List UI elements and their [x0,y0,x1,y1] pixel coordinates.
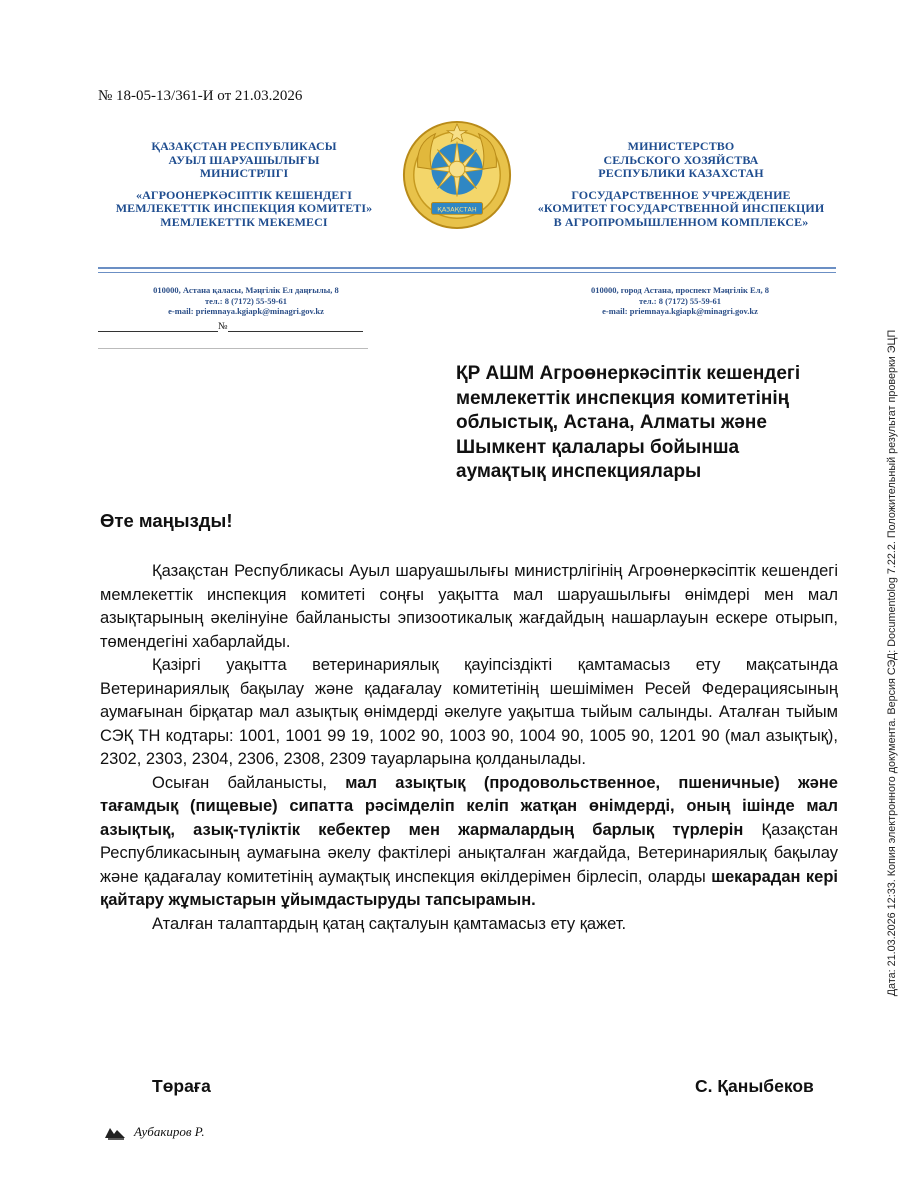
paragraph-1: Қазақстан Республикасы Ауыл шаруашылығы министрлігінің Агроөнеркәсіптік кешендегі мемлекеттік инспекция комитеті соңғы уақытта мал шаруашылығы өнімдері мен мал азықтарының әкелінуіне байланысты эпизоотикалық жағдайдың нашарлауын ескере отырып, төмендегіні хабарлайды. [100,562,838,651]
committee-name-kz: «АГРООНЕРКӘСІПТІК КЕШЕНДЕГІ МЕМЛЕКЕТТІК ИНСПЕКЦИЯ КОМИТЕТІ» МЕМЛЕКЕТТІК МЕКЕМЕСІ [115,187,373,229]
emblem-banner-text: ҚАЗАҚСТАН [437,205,477,214]
addressee-block [456,362,846,485]
edms-stamp: Дата: 21.03.2026 12:33. Копия электронного документа. Версия СЭД: Documentolog 7.22.2. Положительный результат проверки ЭЦП [886,329,898,997]
executor [104,1124,205,1140]
paragraph-2: Қазіргі уақытта ветеринариялық қауіпсіздікті қамтамасыз ету мақсатында Ветеринариялық бақылау және қадағалау комитетінің шешімімен Ресей Федерациясының аумағынан бірқатар мал азықтық өнімдерді әкелуге уақытша тыйым салынды. Аталған тыйым СЭҚ ТН кодтары: 1001, 1001 99 19, 1002 90, 1003 90, 1004 90, 1005 90, 1201 90 (мал азықтық), 2302, 2303, 2304, 2306, 2308, 2309 тауарларына қолданылады. [100,656,838,768]
paragraph-4: Аталған талаптардың қатаң сақталуын қамтамасыз ету қажет. [152,914,627,933]
paragraph-3: Осыған байланысты, мал азықтық (продовольственное, пшеничные) және тағамдық (пищевые) сипатта рәсімделіп келіп жатқан өнімдерді, оның ішінде мал азықтық, азық-түліктік кебектер мен жармалардың барлық түрлерін Қазақстан Республикасының аумағына әкелу фактілері анықталған жағдайда, Ветеринариялық бақылау және қадағалау комитетінің аумақтық инспекция өкілдерімен бірлесіп, оларды шекарадан кері қайтару жұмыстарын ұйымдастыруды тапсырамын. [100,773,838,909]
state-emblem-icon [398,118,516,232]
ministry-name-kz: ҚАЗАҚСТАН РЕСПУБЛИКАСЫ АУЫЛ ШАРУАШЫЛЫҒЫ МИНИСТРЛІГІ [151,139,337,180]
registration-line [98,321,368,332]
header-divider [98,267,836,269]
addressee-line: Шымкент қалалары бойынша [456,436,740,458]
registration-underline [98,348,368,349]
address-kz: 010000, Астана қаласы, Мәңгілік Ел даңғылы, 8 тел.: 8 (7172) 55-59-61 e-mail: priemnaya.kgiapk@minagri.gov.kz [153,285,339,316]
addressee-line: ҚР АШМ Агроөнеркәсіптік кешендегі [456,363,801,384]
registration-number-sign: № [218,321,228,332]
executor-name: Аубакиров Р. [134,1124,205,1139]
letter-body [100,560,838,936]
addressee-line: облыстық, Астана, Алматы және [456,412,767,433]
registration-date-blank [98,321,218,332]
committee-name-ru: ГОСУДАРСТВЕННОЕ УЧРЕЖДЕНИЕ «КОМИТЕТ ГОСУДАРСТВЕННОЙ ИНСПЕКЦИИ В АГРОПРОМЫШЛЕННОМ КОМПЛЕКСЕ» [537,187,825,229]
urgency-label: Өте маңызды! [100,510,233,531]
address-ru: 010000, город Астана, проспект Мәңгілік Ел, 8 тел.: 8 (7172) 55-59-61 e-mail: priemnaya.kgiapk@minagri.gov.kz [591,285,769,316]
addressee-line: аумақтық инспекциялары [456,461,702,482]
signatory-name: С. Қаныбеков [695,1076,814,1096]
addressee-line: мемлекеттік инспекция комитетінің [456,387,790,409]
header-divider-thin [98,272,836,273]
header-right [520,140,842,237]
state-emblem [398,118,516,232]
ministry-name-ru: МИНИСТЕРСТВО СЕЛЬСКОГО ХОЗЯЙСТВА РЕСПУБЛИКИ КАЗАХСТАН [598,139,764,180]
executor-icon [104,1124,126,1140]
header-left [98,140,390,237]
registration-number-blank [228,321,363,332]
document-number: № 18-05-13/361-И от 21.03.2026 [98,88,303,104]
signatory-title: Төраға [152,1076,211,1096]
